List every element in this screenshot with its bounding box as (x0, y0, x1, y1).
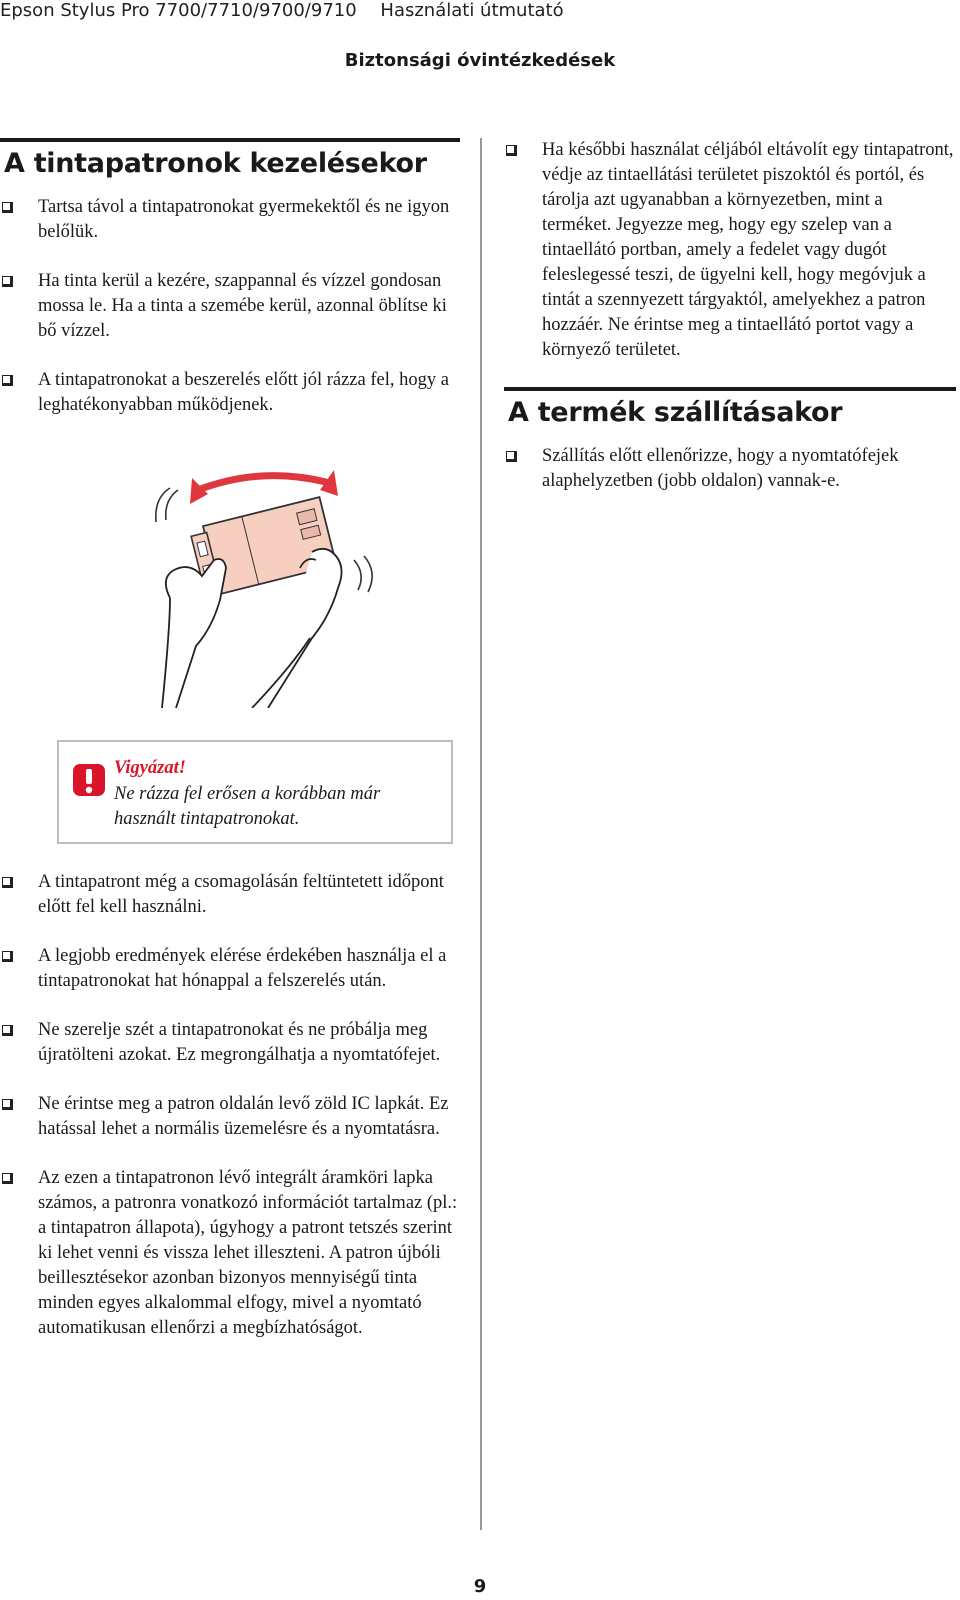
section-rule (0, 138, 460, 142)
bullet-box-icon (2, 1173, 13, 1184)
left-column-lower (0, 870, 460, 1365)
storage-list (504, 138, 956, 363)
column-divider (480, 138, 482, 1530)
bullet-box-icon (2, 951, 13, 962)
section-heading-cartridges: A tintapatronok kezelésekor (4, 148, 427, 179)
bullet-box-icon (506, 145, 517, 156)
cartridge-list-bottom (0, 870, 460, 1341)
right-column (504, 138, 956, 518)
chapter-title: Biztonsági óvintézkedések (344, 50, 616, 71)
caution-title: Vigyázat! (114, 758, 186, 778)
bullet-box-icon (2, 375, 13, 386)
section-rule (504, 387, 956, 391)
bullet-box-icon (2, 1099, 13, 1110)
shake-cartridge-illustration (140, 468, 400, 708)
bullet-box-icon (2, 1025, 13, 1036)
running-header (0, 0, 582, 21)
product-name: Epson Stylus Pro 7700/7710/9700/9710 (0, 0, 357, 21)
transport-list (504, 444, 956, 494)
list-item: A tintapatront még a csomagolásán feltüntetett időpont előtt fel kell használni. (0, 870, 460, 920)
guide-name: Használati útmutató (380, 0, 564, 21)
left-column (0, 138, 460, 442)
warning-icon (71, 762, 107, 798)
list-item: Ha tinta kerül a kezére, szappannal és vízzel gondosan mossa le. Ha a tinta a szemébe kerül, azonnal öblítse ki bő vízzel. (0, 269, 460, 344)
bullet-box-icon (2, 276, 13, 287)
bullet-box-icon (506, 451, 517, 462)
section-heading-transport: A termék szállításakor (508, 397, 843, 428)
cartridge-list-top (0, 195, 460, 418)
list-item: Szállítás előtt ellenőrizze, hogy a nyomtatófejek alaphelyzetben (jobb oldalon) vannak-e. (504, 444, 956, 494)
list-item: Ha későbbi használat céljából eltávolít egy tintapatront, védje az tintaellátási területet piszoktól és portól, és tárolja azt ugyanabban a környezetben, mint a terméket. Jegyezze meg, hogy egy szelep van a tintaellátó portban, amely a fedelet vagy dugót feleslegessé teszi, de ügyelni kell, hogy megóvjuk a tintát a szennyezett tárgyaktól, amelyekhez a patron hozzáér. Ne érintse meg a tintaellátó portot vagy a környező területet. (504, 138, 956, 363)
list-item: Ne érintse meg a patron oldalán levő zöld IC lapkát. Ez hatással lehet a normális üzemelésre és a nyomtatásra. (0, 1092, 460, 1142)
list-item: Tartsa távol a tintapatronokat gyermekektől és ne igyon belőlük. (0, 195, 460, 245)
bullet-box-icon (2, 877, 13, 888)
bullet-box-icon (2, 202, 13, 213)
page-number: 9 (473, 1576, 487, 1597)
caution-text: Ne rázza fel erősen a korábban már használt tintapatronokat. (114, 784, 381, 829)
list-item: A legjobb eredmények elérése érdekében használja el a tintapatronokat hat hónappal a felszerelés után. (0, 944, 460, 994)
caution-box (57, 740, 453, 844)
list-item: A tintapatronokat a beszerelés előtt jól rázza fel, hogy a leghatékonyabban működjenek. (0, 368, 460, 418)
list-item: Ne szerelje szét a tintapatronokat és ne próbálja meg újratölteni azokat. Ez megrongálhatja a nyomtatófejet. (0, 1018, 460, 1068)
list-item: Az ezen a tintapatronon lévő integrált áramköri lapka számos, a patronra vonatkozó információt tartalmaz (pl.: a tintapatron állapota), úgyhogy a patront tetszés szerint ki lehet venni és vissza lehet illeszteni. A patron újbóli beillesztésekor azonban bizonyos mennyiségű tinta minden egyes alkalommal elfogy, mivel a nyomtató automatikusan ellenőrzi a megbízhatóságot. (0, 1166, 460, 1341)
